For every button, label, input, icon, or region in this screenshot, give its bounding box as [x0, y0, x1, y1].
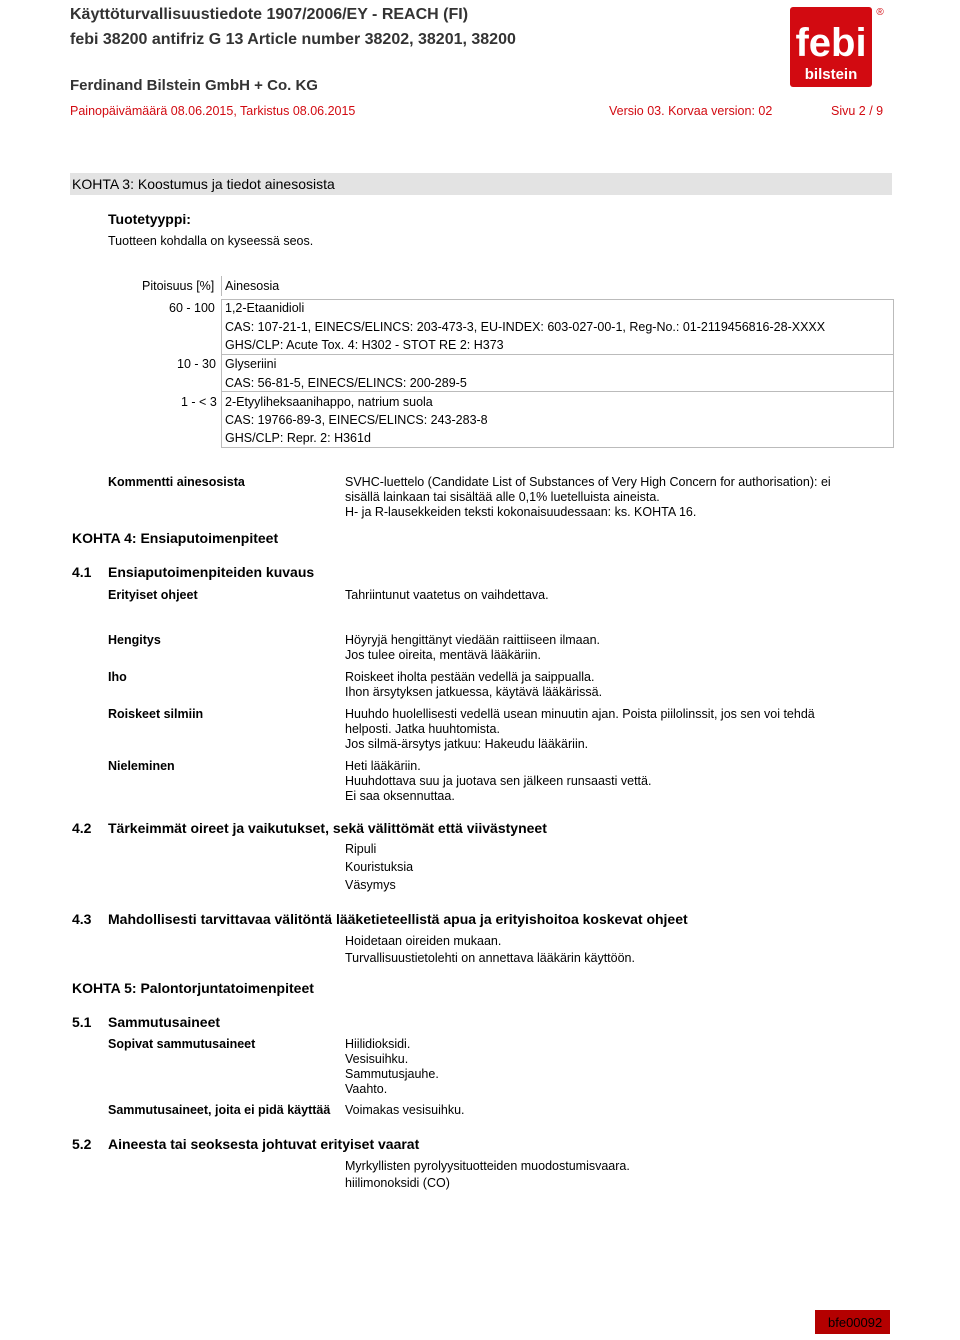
- suitable-media-item: Vesisuihku.: [345, 1052, 409, 1066]
- component-name: Glyseriini: [225, 357, 277, 371]
- section-5-1-number: 5.1: [72, 1014, 92, 1030]
- section-5-2-number: 5.2: [72, 1136, 92, 1152]
- table-divider: [221, 276, 222, 296]
- skin-text: Roiskeet iholta pestään vedellä ja saippualla.: [345, 670, 595, 684]
- concentration: 10 - 30: [177, 357, 216, 371]
- comment-line: sisällä lainkaan tai sisältää alle 0,1% luetelluista aineista.: [345, 490, 660, 504]
- section-4-2-title: Tärkeimmät oireet ja vaikutukset, sekä välittömät että viivästyneet: [108, 820, 547, 836]
- company-name: Ferdinand Bilstein GmbH + Co. KG: [70, 77, 318, 94]
- document-code: bfe00092: [828, 1315, 883, 1330]
- section-5-2-title: Aineesta tai seoksesta johtuvat erityiset vaarat: [108, 1136, 420, 1152]
- document-title: Käyttöturvallisuustiedote 1907/2006/EY - REACH (FI): [70, 6, 469, 23]
- hazard-text: Myrkyllisten pyrolyysituotteiden muodostumisvaara.: [345, 1159, 630, 1173]
- suitable-media-item: Hiilidioksidi.: [345, 1037, 411, 1051]
- component-identifiers: CAS: 107-21-1, EINECS/ELINCS: 203-473-3, EU-INDEX: 603-027-00-1, Reg-No.: 01-2119456816-28-XXXX: [225, 320, 826, 334]
- eyes-text: Huuhdo huolellisesti vedellä usean minuutin ajan. Poista piilolinssit, jos sen voi tehdä: [345, 707, 815, 721]
- inhalation-text: Jos tulee oireita, mentävä lääkäriin.: [345, 648, 541, 662]
- product-type-value: Tuotteen kohdalla on kyseessä seos.: [108, 234, 314, 248]
- component-identifiers: CAS: 19766-89-3, EINECS/ELINCS: 243-283-8: [225, 413, 488, 427]
- section-5-1-title: Sammutusaineet: [108, 1014, 221, 1030]
- eyes-label: Roiskeet silmiin: [108, 707, 204, 721]
- section-4-2-number: 4.2: [72, 820, 92, 836]
- component-name: 2-Etyyliheksaanihappo, natrium suola: [225, 395, 433, 409]
- symptom-item: Väsymys: [345, 878, 396, 892]
- section-5-title: KOHTA 5: Palontorjuntatoimenpiteet: [72, 980, 314, 996]
- svg-text:febi: febi: [795, 21, 867, 65]
- print-date: Painopäivämäärä 08.06.2015, Tarkistus 08.06.2015: [70, 104, 356, 118]
- document-code-badge: [815, 1310, 890, 1334]
- eyes-text: Jos silmä-ärsytys jatkuu: Hakeudu lääkäriin.: [345, 737, 589, 751]
- concentration: 1 - < 3: [181, 395, 217, 409]
- symptom-item: Ripuli: [345, 842, 377, 856]
- special-instructions-value: Tahriintunut vaatetus on vaihdettava.: [345, 588, 549, 602]
- section-4-1-title: Ensiaputoimenpiteiden kuvaus: [108, 564, 315, 580]
- treatment-text: Turvallisuustietolehti on annettava lääkärin käyttöön.: [345, 951, 635, 965]
- product-type-label: Tuotetyyppi:: [108, 211, 191, 227]
- page-number: Sivu 2 / 9: [831, 104, 884, 118]
- svg-text:bilstein: bilstein: [804, 66, 858, 83]
- concentration: 60 - 100: [169, 301, 215, 315]
- ingestion-text: Ei saa oksennuttaa.: [345, 789, 455, 803]
- hazard-text: hiilimonoksidi (CO): [345, 1176, 450, 1190]
- component-classification: GHS/CLP: Repr. 2: H361d: [225, 431, 371, 445]
- component-name: 1,2-Etaanidioli: [225, 301, 305, 315]
- component-classification: GHS/CLP: Acute Tox. 4: H302 - STOT RE 2: H373: [225, 338, 504, 352]
- section-3-title: KOHTA 3: Koostumus ja tiedot ainesosista: [72, 176, 335, 192]
- section-4-1-number: 4.1: [72, 564, 92, 580]
- comment-line: SVHC-luettelo (Candidate List of Substances of Very High Concern for authorisation): ei: [345, 475, 831, 489]
- ingestion-text: Huuhdottava suu ja juotava sen jälkeen runsaasti vettä.: [345, 774, 652, 788]
- suitable-media-item: Sammutusjauhe.: [345, 1067, 439, 1081]
- section-3-header: [70, 173, 892, 195]
- special-instructions-label: Erityiset ohjeet: [108, 588, 198, 602]
- unsuitable-media-value: Voimakas vesisuihku.: [345, 1103, 465, 1117]
- comment-label: Kommentti ainesosista: [108, 475, 245, 489]
- product-name: febi 38200 antifriz G 13 Article number 38202, 38201, 38200: [70, 31, 516, 48]
- symptom-item: Kouristuksia: [345, 860, 414, 874]
- comment-line: H- ja R-lausekkeiden teksti kokonaisuudessaan: ks. KOHTA 16.: [345, 505, 697, 519]
- version-info: Versio 03. Korvaa version: 02: [609, 104, 773, 118]
- unsuitable-media-label: Sammutusaineet, joita ei pidä käyttää: [108, 1103, 331, 1117]
- febi-bilstein-logo: [786, 3, 886, 91]
- section-4-3-number: 4.3: [72, 911, 92, 927]
- treatment-text: Hoidetaan oireiden mukaan.: [345, 934, 502, 948]
- suitable-media-label: Sopivat sammutusaineet: [108, 1037, 256, 1051]
- ingestion-label: Nieleminen: [108, 759, 175, 773]
- component-identifiers: CAS: 56-81-5, EINECS/ELINCS: 200-289-5: [225, 376, 467, 390]
- ingestion-text: Heti lääkäriin.: [345, 759, 421, 773]
- inhalation-label: Hengitys: [108, 633, 161, 647]
- suitable-media-item: Vaahto.: [345, 1082, 388, 1096]
- skin-text: Ihon ärsytyksen jatkuessa, käytävä lääkärissä.: [345, 685, 603, 699]
- svg-text:®: ®: [876, 7, 884, 18]
- table-header-component: Ainesosia: [225, 279, 280, 293]
- section-4-3-title: Mahdollisesti tarvittavaa välitöntä lääketieteellistä apua ja erityishoitoa koskevat ohjeet: [108, 911, 688, 927]
- eyes-text: helposti. Jatka huuhtomista.: [345, 722, 500, 736]
- table-header-concentration: Pitoisuus [%]: [142, 279, 215, 293]
- section-4-title: KOHTA 4: Ensiaputoimenpiteet: [72, 530, 279, 546]
- skin-label: Iho: [108, 670, 127, 684]
- inhalation-text: Höyryjä hengittänyt viedään raittiiseen ilmaan.: [345, 633, 600, 647]
